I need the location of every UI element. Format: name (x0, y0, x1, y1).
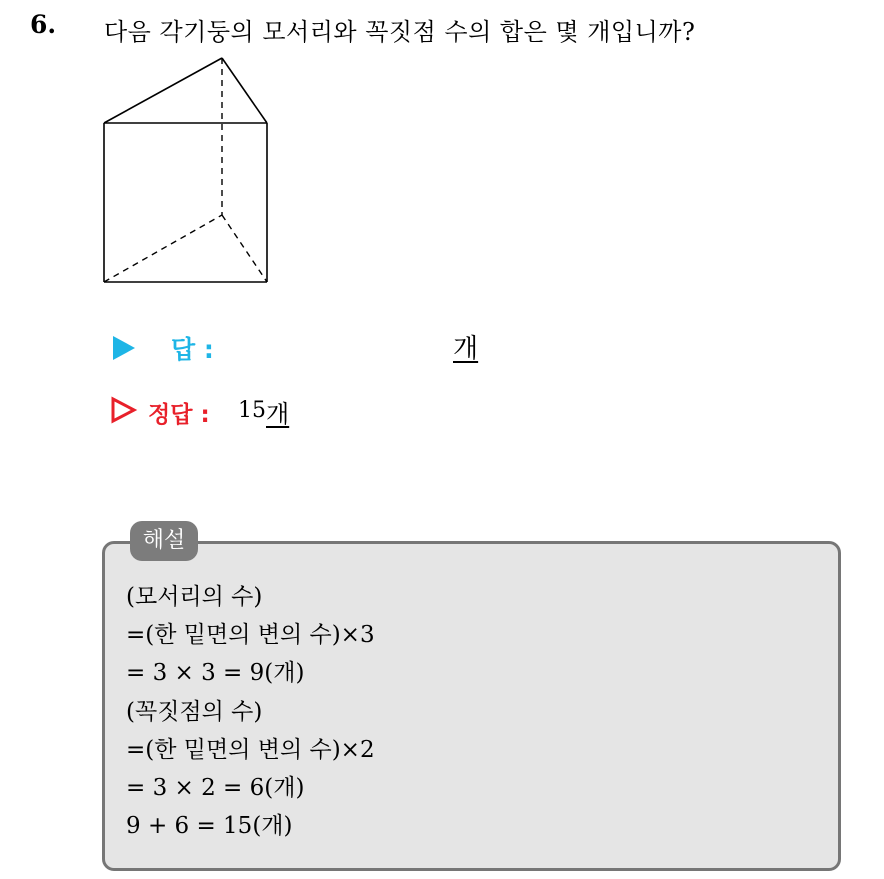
question-text: 다음 각기둥의 모서리와 꼭짓점 수의 합은 몇 개입니까? (104, 18, 696, 46)
explanation-lines (126, 578, 375, 845)
prism-hidden-edge-bottom-right (222, 215, 267, 282)
explanation-line: = 3 × 2 = 6(개) (126, 775, 305, 802)
correct-answer-unit: 개 (266, 400, 290, 428)
explanation-line: (꼭짓점의 수) (126, 698, 263, 725)
correct-answer-row (108, 392, 408, 432)
triangular-prism-figure (95, 50, 275, 290)
explanation-line: =(한 밑면의 변의 수)×3 (126, 622, 375, 649)
explanation-line: = 3 × 3 = 9(개) (126, 660, 305, 687)
answer-unit: 개 (453, 334, 479, 364)
explanation-line: =(한 밑면의 변의 수)×2 (126, 736, 375, 763)
answer-row (108, 328, 528, 368)
correct-answer-label: 정답 : (148, 402, 210, 428)
filled-triangle-icon (113, 336, 135, 360)
explanation-tag: 해설 (130, 521, 198, 561)
outline-triangle-icon (110, 396, 138, 424)
answer-label: 답 : (171, 335, 214, 364)
prism-hidden-edge-bottom-left (104, 215, 222, 282)
prism-edge-top-left (104, 58, 222, 123)
explanation-line: (모서리의 수) (126, 584, 263, 610)
prism-edge-top-right (222, 58, 267, 123)
question-number: 6. (30, 10, 57, 39)
explanation-line: 9 + 6 = 15(개) (126, 813, 293, 840)
correct-answer-value: 15 (238, 398, 266, 423)
